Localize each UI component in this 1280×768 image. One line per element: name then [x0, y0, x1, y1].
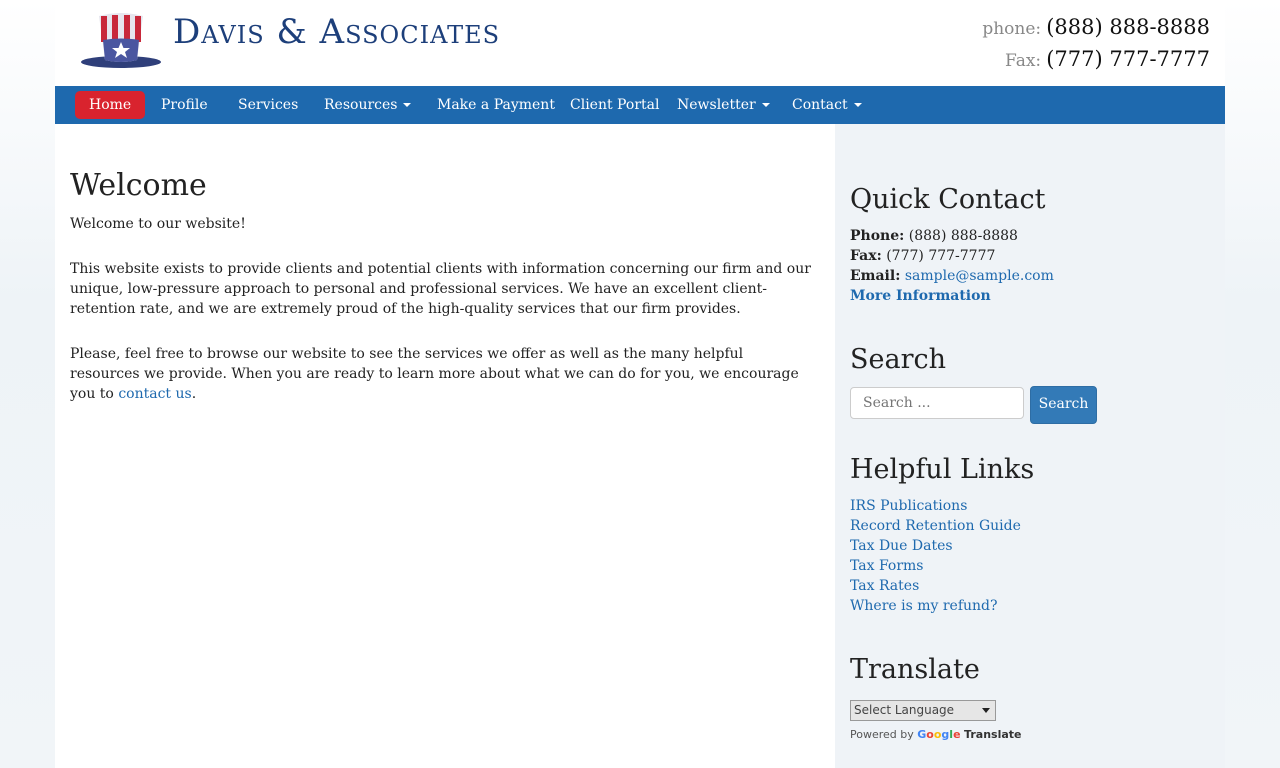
google-logo: Google [917, 728, 961, 741]
link-record-retention-guide[interactable]: Record Retention Guide [850, 518, 1021, 534]
welcome-paragraph: Welcome to our website! [70, 216, 246, 232]
nav-home[interactable] [75, 91, 145, 119]
link-where-is-my-refund[interactable]: Where is my refund? [850, 598, 998, 614]
qc-email-row [850, 266, 1054, 286]
nav-resources[interactable] [310, 91, 425, 119]
qc-fax-label: Fax: [850, 248, 882, 264]
search-input[interactable] [850, 387, 1024, 419]
more-information-link[interactable]: More Information [850, 288, 991, 304]
nav-profile-label: Profile [161, 97, 208, 113]
link-irs-publications[interactable]: IRS Publications [850, 498, 968, 514]
qc-phone: (888) 888-8888 [908, 228, 1018, 244]
page-title: Welcome [70, 168, 207, 203]
qc-fax: (777) 777-7777 [886, 248, 996, 264]
header-contact [982, 12, 1210, 76]
nav-resources-label: Resources [324, 97, 398, 113]
qc-phone-row [850, 226, 1018, 246]
main-content [55, 124, 835, 768]
caret-down-icon [403, 103, 411, 107]
phone-label: phone: [982, 19, 1042, 39]
link-tax-rates[interactable]: Tax Rates [850, 578, 920, 594]
nav-newsletter-label: Newsletter [677, 97, 756, 113]
search-button[interactable]: Search [1030, 386, 1097, 424]
caret-down-icon [854, 103, 862, 107]
contact-us-link[interactable]: contact us [118, 386, 192, 402]
dropdown-arrow-icon [982, 708, 990, 713]
browse-paragraph [70, 344, 815, 404]
nav-contact[interactable] [778, 91, 876, 119]
link-tax-due-dates[interactable]: Tax Due Dates [850, 538, 953, 554]
header-phone: (888) 888-8888 [1046, 15, 1210, 39]
helpful-links-title: Helpful Links [850, 454, 1035, 485]
page-wrapper [55, 0, 1225, 768]
sidebar [835, 124, 1225, 768]
powered-by-google [850, 728, 1021, 741]
browse-text-end: . [191, 386, 197, 402]
language-select[interactable] [850, 700, 996, 721]
powered-by-text: Powered by [850, 728, 914, 741]
nav-client-portal[interactable] [556, 91, 673, 119]
qc-more-row [850, 286, 991, 306]
qc-fax-row [850, 246, 995, 266]
nav-profile[interactable] [147, 91, 222, 119]
language-select-value: Select Language [854, 703, 955, 717]
intro-paragraph: This website exists to provide clients and potential clients with information concerning our firm and our unique, low-pressure approach to personal and professional services. We have an excellent client-retention rate, and we are extremely proud of the high-quality services that our firm provides. [70, 261, 811, 317]
nav-home-label: Home [89, 97, 132, 113]
nav-services[interactable] [224, 91, 312, 119]
uncle-sam-hat-logo[interactable] [79, 10, 163, 70]
nav-services-label: Services [238, 97, 299, 113]
fax-label: Fax: [1005, 51, 1042, 71]
qc-phone-label: Phone: [850, 228, 905, 244]
quick-contact-title: Quick Contact [850, 184, 1046, 215]
main-navigation [55, 86, 1225, 124]
qc-email-label: Email: [850, 268, 901, 284]
site-header [55, 0, 1225, 86]
site-name[interactable]: Davis & Associates [173, 12, 501, 52]
browse-text: Please, feel free to browse our website to see the services we offer as well as the many helpful resources we provide. When you are ready to learn more about what we can do for you, we encourage you to [70, 346, 799, 402]
search-title: Search [850, 344, 946, 375]
helpful-links-list [850, 496, 1021, 616]
header-fax: (777) 777-7777 [1046, 47, 1210, 71]
nav-newsletter[interactable] [663, 91, 784, 119]
qc-email-link[interactable]: sample@sample.com [904, 268, 1054, 284]
link-tax-forms[interactable]: Tax Forms [850, 558, 924, 574]
nav-client-portal-label: Client Portal [570, 97, 660, 113]
nav-make-a-payment[interactable] [423, 91, 569, 119]
translate-title: Translate [850, 654, 980, 685]
nav-make-a-payment-label: Make a Payment [437, 97, 555, 113]
google-translate-link[interactable]: Translate [964, 728, 1022, 741]
caret-down-icon [762, 103, 770, 107]
nav-contact-label: Contact [792, 97, 848, 113]
